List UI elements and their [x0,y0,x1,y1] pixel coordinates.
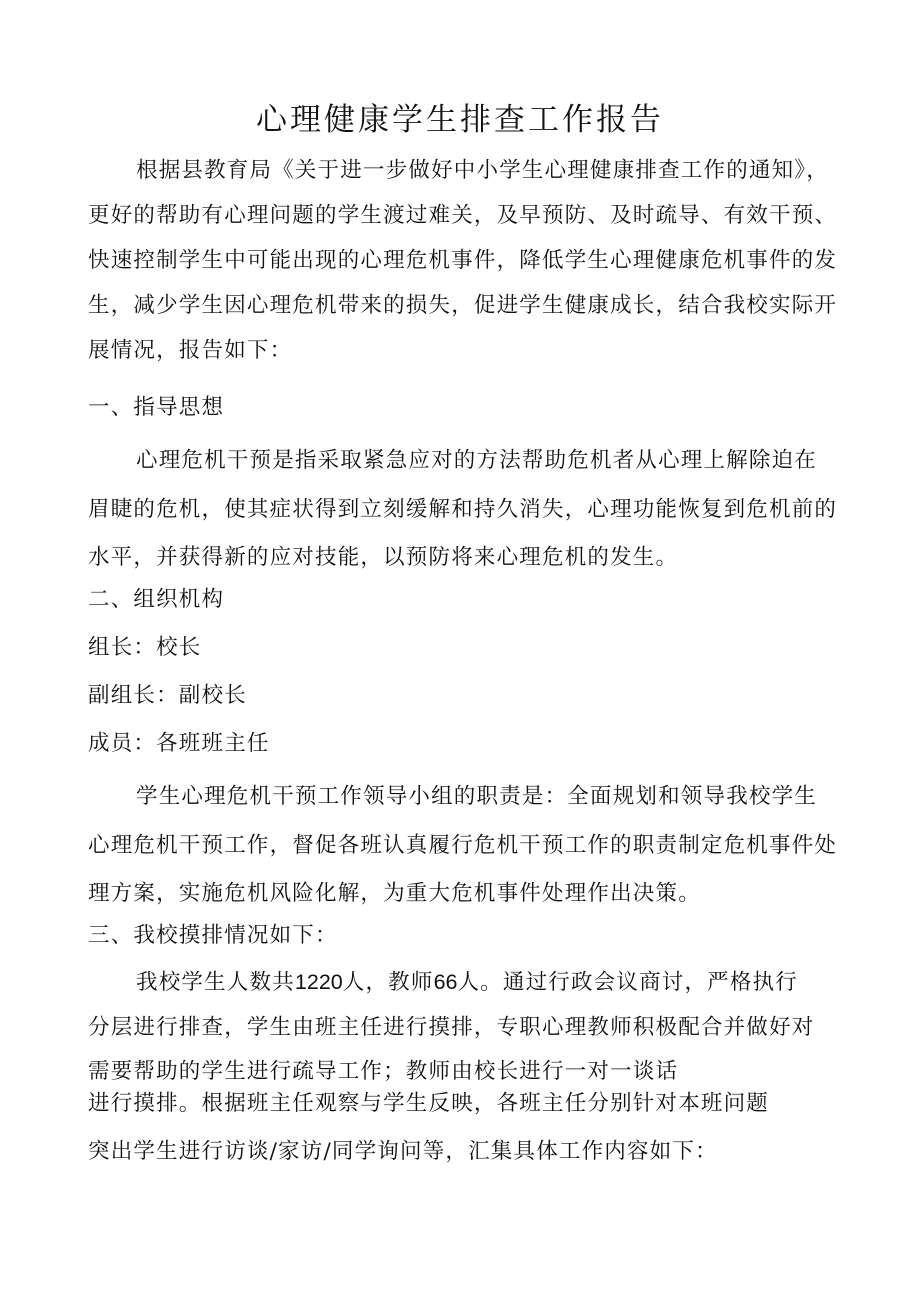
section-1-heading: 一、指导思想 [88,395,225,420]
section-3-line-4: 进行摸排。根据班主任观察与学生反映，各班主任分别针对本班问题 [88,1091,770,1116]
section-1-paragraph: 心理危机干预是指采取紧急应对的方法帮助危机者从心理上解除迫在眉睫的危机，使其症状得到立刻缓解和持久消失，心理功能恢复到危机前的水平，并获得新的应对技能，以预防将来心理危机的发生。 [88,448,838,570]
deputy-leader-line: 副组长：副校长 [88,683,247,708]
members-line: 成员：各班班主任 [88,731,270,756]
section-3-line-2: 分层进行排查，学生由班主任进行摸排，专职心理教师积极配合并做好对 [88,1015,815,1040]
section-2-heading: 二、组织机构 [88,587,225,612]
teacher-count: 66 [433,970,458,994]
intro-paragraph: 根据县教育局《关于进一步做好中小学生心理健康排查工作的通知》，更好的帮助有心理问题的学生渡过难关，及早预防、及时疏导、有效干预、快速控制学生中可能出现的心理危机事件，降低学生心理健康危机事件的发生，减少学生因心理危机带来的损失，促进学生健康成长，结合我校实际开展情况，报告如下： [88,158,838,363]
document-title: 心理健康学生排查工作报告 [256,102,664,138]
section-3-line-1-c: 人。通过行政会议商讨，严格执行 [457,970,798,995]
student-count: 1220 [294,970,343,994]
section-3-line-1-b: 人，教师 [342,970,434,995]
section-3-heading: 三、我校摸排情况如下： [88,923,338,948]
section-3-line-3: 需要帮助的学生进行疏导工作；教师由校长进行一对一谈话 [88,1059,679,1084]
section-3-line-1-a: 我校学生人数共 [136,970,295,995]
leader-line: 组长：校长 [88,635,202,660]
section-3-line-1 [136,966,798,999]
section-2-paragraph: 学生心理危机干预工作领导小组的职责是：全面规划和领导我校学生心理危机干预工作，督促各班认真履行危机干预工作的职责制定危机事件处理方案，实施危机风险化解，为重大危机事件处理作出决策。 [88,784,838,906]
section-3-line-5: 突出学生进行访谈/家访/同学询问等，汇集具体工作内容如下： [88,1139,718,1164]
